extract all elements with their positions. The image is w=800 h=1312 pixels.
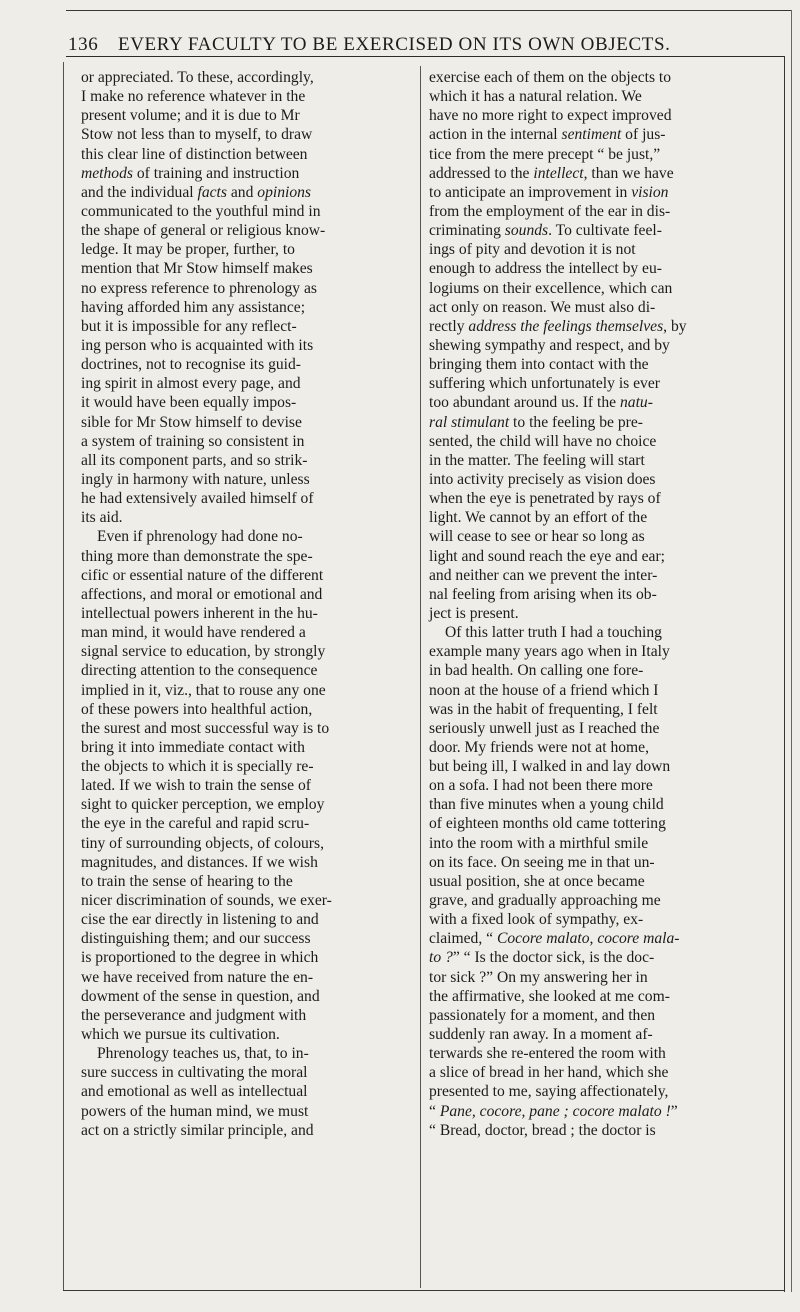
text-line: passionately for a moment, and then — [429, 1006, 656, 1024]
text-line: when the eye is penetrated by rays of — [429, 490, 661, 508]
left-frame-line — [63, 62, 64, 1290]
bottom-border-rule — [63, 1290, 785, 1291]
text-line: but it is impossible for any reflect- — [81, 317, 297, 335]
text-line: but being ill, I walked in and lay down — [429, 758, 671, 776]
text-line: its aid. — [81, 509, 123, 527]
italic-phrase: sentiment — [561, 126, 622, 144]
text-line: sight to quicker perception, we employ — [81, 796, 325, 814]
running-title: EVERY FACULTY TO BE EXERCISED ON ITS OWN OBJECTS. — [118, 34, 671, 55]
right-column — [429, 68, 777, 1140]
text-line: nal feeling from arising when its ob- — [429, 585, 657, 603]
text-line: on a sofa. I had not been there more — [429, 777, 653, 795]
outer-right-frame-line — [791, 10, 792, 1292]
text-line: light and sound reach the eye and ear; — [429, 547, 665, 565]
text-line: ral stimulant to the feeling be pre- — [429, 413, 643, 431]
text-line: the eye in the careful and rapid scru- — [81, 815, 310, 833]
text-line: the perseverance and judgment with — [81, 1006, 307, 1024]
text-line: “ Bread, doctor, bread ; the doctor is — [429, 1121, 656, 1139]
text-line: directing attention to the consequence — [81, 662, 318, 680]
text-line: ing person who is acquainted with its — [81, 336, 314, 354]
text-line: lated. If we wish to train the sense of — [81, 777, 311, 795]
text-line: example many years ago when in Italy — [429, 643, 670, 661]
text-line: suddenly ran away. In a moment af- — [429, 1026, 653, 1044]
text-line: “ Pane, cocore, pane ; cocore malato !” — [429, 1102, 678, 1120]
text-line: to anticipate an improvement in vision — [429, 183, 669, 201]
text-line: all its component parts, and so strik- — [81, 451, 308, 469]
italic-phrase: address the feelings themselves — [468, 317, 664, 335]
text-line: light. We cannot by an effort of the — [429, 509, 648, 527]
header-rule — [66, 56, 784, 57]
text-line: cific or essential nature of the different — [81, 566, 324, 584]
text-line: or appreciated. To these, accordingly, — [81, 69, 314, 86]
text-line: tor sick ?” On my answering her in — [429, 968, 648, 986]
text-line: into activity precisely as vision does — [429, 470, 656, 488]
right-frame-line — [784, 56, 785, 1292]
text-line: to train the sense of hearing to the — [81, 872, 293, 890]
text-line: sented, the child will have no choice — [429, 432, 657, 450]
text-line: the shape of general or religious know- — [81, 222, 326, 240]
text-line: action in the internal sentiment of jus- — [429, 126, 666, 144]
text-line: tiny of surrounding objects, of colours, — [81, 834, 324, 852]
text-line: sure success in cultivating the moral — [81, 1064, 308, 1082]
text-line: the affirmative, she looked at me com- — [429, 987, 670, 1005]
text-line: bringing them into contact with the — [429, 356, 649, 374]
italic-phrase: Cocore malato, cocore mala- — [496, 930, 680, 948]
text-line: powers of the human mind, we must — [81, 1102, 309, 1120]
italic-phrase: ral stimulant — [429, 413, 510, 431]
text-line: suffering which unfortunately is ever — [429, 375, 660, 393]
italic-phrase: sounds — [504, 222, 549, 240]
text-line: communicated to the youthful mind in — [81, 202, 321, 220]
text-line: ings of pity and devotion it is not — [429, 241, 636, 259]
text-line: in the matter. The feeling will start — [429, 451, 645, 469]
text-line: signal service to education, by strongly — [81, 643, 326, 661]
text-line: ing spirit in almost every page, and — [81, 375, 301, 393]
text-line: will cease to see or hear so long as — [429, 528, 645, 546]
italic-phrase: natu- — [619, 394, 653, 412]
text-line: too abundant around us. If the natu- — [429, 394, 653, 412]
text-line: man mind, it would have rendered a — [81, 624, 306, 642]
text-line: logiums on their excellence, which can — [429, 279, 673, 297]
text-line: Phrenology teaches us, that, to in- — [97, 1045, 309, 1063]
text-line: magnitudes, and distances. If we wish — [81, 853, 318, 871]
italic-phrase: to ? — [429, 949, 453, 967]
text-line: seriously unwell just as I reached the — [429, 719, 660, 737]
text-line: Of this latter truth I had a touching — [445, 624, 662, 642]
text-line: this clear line of distinction between — [81, 145, 308, 163]
text-line: Even if phrenology had done no- — [97, 528, 303, 546]
text-line: addressed to the intellect, than we have — [429, 164, 674, 182]
text-line: we have received from nature the en- — [81, 968, 314, 986]
left-column — [81, 68, 411, 1140]
top-border-rule — [66, 10, 792, 11]
text-line: is proportioned to the degree in which — [81, 949, 319, 967]
text-line: act on a strictly similar principle, and — [81, 1121, 314, 1139]
text-line: mention that Mr Stow himself makes — [81, 260, 313, 278]
text-line: with a fixed look of sympathy, ex- — [429, 911, 644, 929]
text-line: dowment of the sense in question, and — [81, 987, 320, 1005]
text-line: which it has a natural relation. We — [429, 88, 642, 106]
running-header — [66, 20, 792, 54]
text-line: no express reference to phrenology as — [81, 279, 317, 297]
text-line: Stow not less than to myself, to draw — [81, 126, 313, 144]
column-divider — [420, 66, 421, 1288]
text-line: of eighteen months old came tottering — [429, 815, 666, 833]
text-line: I make no reference whatever in the — [81, 88, 306, 106]
page-number: 136 — [68, 34, 99, 55]
text-line: bring it into immediate contact with — [81, 738, 305, 756]
italic-phrase: methods — [81, 164, 133, 182]
text-line: ingly in harmony with nature, unless — [81, 470, 310, 488]
text-line: shewing sympathy and respect, and by — [429, 336, 670, 354]
text-line: and emotional as well as intellectual — [81, 1083, 308, 1101]
text-line: presented to me, saying affectionately, — [429, 1083, 669, 1101]
text-line: criminating sounds. To cultivate feel- — [429, 222, 662, 240]
text-line: affections, and moral or emotional and — [81, 585, 323, 603]
text-line: the objects to which it is specially re- — [81, 758, 314, 776]
text-line: act only on reason. We must also di- — [429, 298, 656, 316]
text-line: the surest and most successful way is to — [81, 719, 330, 737]
text-line: have no more right to expect improved — [429, 107, 672, 125]
italic-phrase: intellect — [533, 164, 584, 182]
text-line: enough to address the intellect by eu- — [429, 260, 662, 278]
text-line: claimed, “ Cocore malato, cocore mala- — [429, 930, 680, 948]
text-line: ject is present. — [429, 604, 519, 622]
text-line: cise the ear directly in listening to and — [81, 911, 319, 929]
text-line: into the room with a mirthful smile — [429, 834, 649, 852]
text-line: of these powers into healthful action, — [81, 700, 313, 718]
italic-phrase: facts — [197, 183, 227, 201]
text-line: which we pursue its cultivation. — [81, 1026, 280, 1044]
italic-phrase: opinions — [257, 183, 311, 201]
text-line: on its face. On seeing me in that un- — [429, 853, 655, 871]
text-line: tice from the mere precept “ be just,” — [429, 145, 661, 163]
text-line: methods of training and instruction — [81, 164, 300, 182]
italic-phrase: Pane, cocore, pane ; cocore malato ! — [439, 1102, 671, 1120]
text-line: and neither can we prevent the inter- — [429, 566, 658, 584]
text-line: nicer discrimination of sounds, we exer- — [81, 892, 332, 910]
italic-phrase: vision — [631, 183, 669, 201]
text-line: it would have been equally impos- — [81, 394, 297, 412]
text-line: in bad health. On calling one fore- — [429, 662, 644, 680]
text-line: than five minutes when a young child — [429, 796, 664, 814]
text-line: sible for Mr Stow himself to devise — [81, 413, 302, 431]
text-line: grave, and gradually approaching me — [429, 892, 661, 910]
text-line: was in the habit of frequenting, I felt — [429, 700, 658, 718]
text-line: implied in it, viz., that to rouse any one — [81, 681, 326, 699]
text-line: a system of training so consistent in — [81, 432, 305, 450]
text-line: present volume; and it is due to Mr — [81, 107, 300, 125]
text-line: ledge. It may be proper, further, to — [81, 241, 295, 259]
text-line: usual position, she at once became — [429, 872, 645, 890]
text-line: doctrines, not to recognise its guid- — [81, 356, 302, 374]
text-line: to ?” “ Is the doctor sick, is the doc- — [429, 949, 655, 967]
text-line: thing more than demonstrate the spe- — [81, 547, 313, 565]
text-line: intellectual powers inherent in the hu- — [81, 604, 318, 622]
text-line: and the individual facts and opinions — [81, 183, 311, 201]
text-line: he had extensively availed himself of — [81, 490, 314, 508]
text-line: from the employment of the ear in dis- — [429, 202, 671, 220]
text-line: terwards she re-entered the room with — [429, 1045, 666, 1063]
text-line: having afforded him any assistance; — [81, 298, 306, 316]
text-line: a slice of bread in her hand, which she — [429, 1064, 669, 1082]
text-line: exercise each of them on the objects to — [429, 69, 672, 86]
text-line: door. My friends were not at home, — [429, 738, 649, 756]
text-line: noon at the house of a friend which I — [429, 681, 659, 699]
text-line: distinguishing them; and our success — [81, 930, 311, 948]
text-line: rectly address the feelings themselves, by — [429, 317, 687, 335]
